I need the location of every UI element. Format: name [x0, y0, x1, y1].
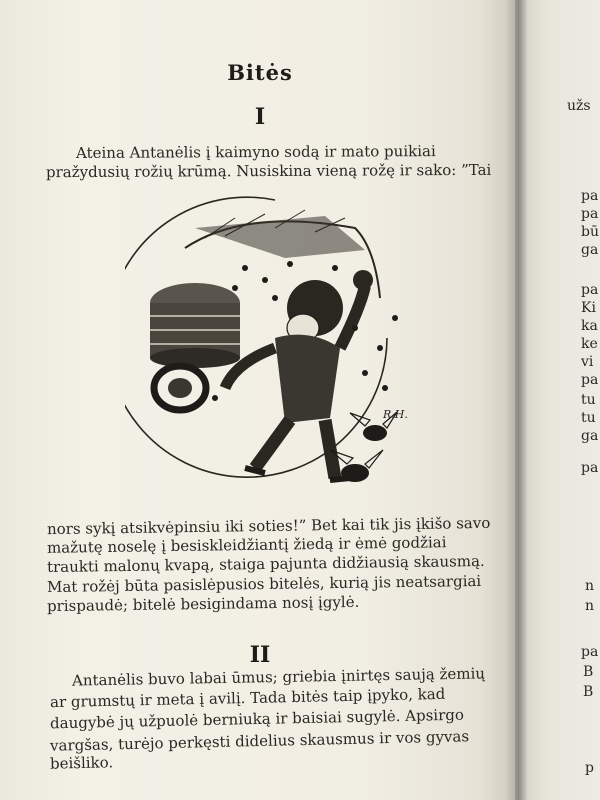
- right-page-fragment: užs: [567, 98, 591, 114]
- text-line: Mat rožėj būta pasislėpusios bitelės, kurią jis neatsargiai: [46, 571, 482, 597]
- text-line: Antanėlis buvo labai ūmus; griebia įnirtęs saują žemių: [71, 664, 486, 690]
- section-numeral: I: [254, 104, 266, 130]
- right-page-fragment: pa: [581, 188, 599, 204]
- text-line: vargšas, turėjo perkęsti didelius skausmus ir vos gyvas: [49, 727, 470, 755]
- text-line: Ateina Antanėlis į kaimyno sodą ir mato puikiai: [75, 142, 436, 162]
- text-line: daugybė jų užpuolė berniuką ir baisiai sugylė. Apsirgo: [49, 705, 465, 733]
- illustration-signature: R.H.: [383, 408, 408, 421]
- right-page: [515, 0, 600, 800]
- right-page-fragment: pa: [581, 460, 599, 476]
- text-line: nors sykį atsikvėpinsiu iki soties!” Bet kai tik jis įkišo savo: [46, 513, 491, 539]
- text-line: ar grumstų ir meta į avilį. Tada bitės taip įpyko, kad: [49, 684, 446, 712]
- section-numeral: II: [249, 642, 271, 668]
- right-page-fragment: pa: [581, 206, 599, 222]
- right-page-fragment: ga: [581, 242, 599, 258]
- page-title: Bitės: [227, 60, 293, 85]
- right-page-fragment: pa: [581, 282, 599, 298]
- right-page-fragment: B: [583, 684, 594, 700]
- right-page-fragment: pa: [581, 644, 599, 660]
- right-page-fragment: n: [585, 578, 595, 594]
- text-line: pražydusių rožių krūmą. Nusiskina vieną rožę ir sako: ”Tai: [45, 160, 492, 182]
- right-page-fragment: ke: [581, 336, 598, 352]
- right-page-fragment: ka: [581, 318, 598, 334]
- text-line: beišliko.: [49, 753, 114, 773]
- right-page-fragment: vi: [581, 354, 594, 370]
- right-page-fragment: tu: [581, 410, 596, 426]
- right-page-fragment: ga: [581, 428, 599, 444]
- text-line: mažutę noselę į besiskleidžiantį žiedą ir ėmė godžiai: [46, 533, 447, 557]
- right-page-fragment: B: [583, 664, 594, 680]
- right-page-fragment: bū: [581, 224, 599, 240]
- text-line: traukti malonų kvapą, staiga pajunta didžiausią skausmą.: [46, 551, 485, 577]
- right-page-fragment: n: [585, 598, 595, 614]
- text-line: prispaudė; bitelė besigindama nosį įgylė.: [46, 592, 360, 616]
- right-page-fragment: pa: [581, 372, 599, 388]
- right-page-fragment: Ki: [581, 300, 596, 316]
- boy-and-bees-illustration: [125, 188, 415, 503]
- right-page-fragment: tu: [581, 392, 596, 408]
- right-page-fragment: p: [585, 760, 594, 776]
